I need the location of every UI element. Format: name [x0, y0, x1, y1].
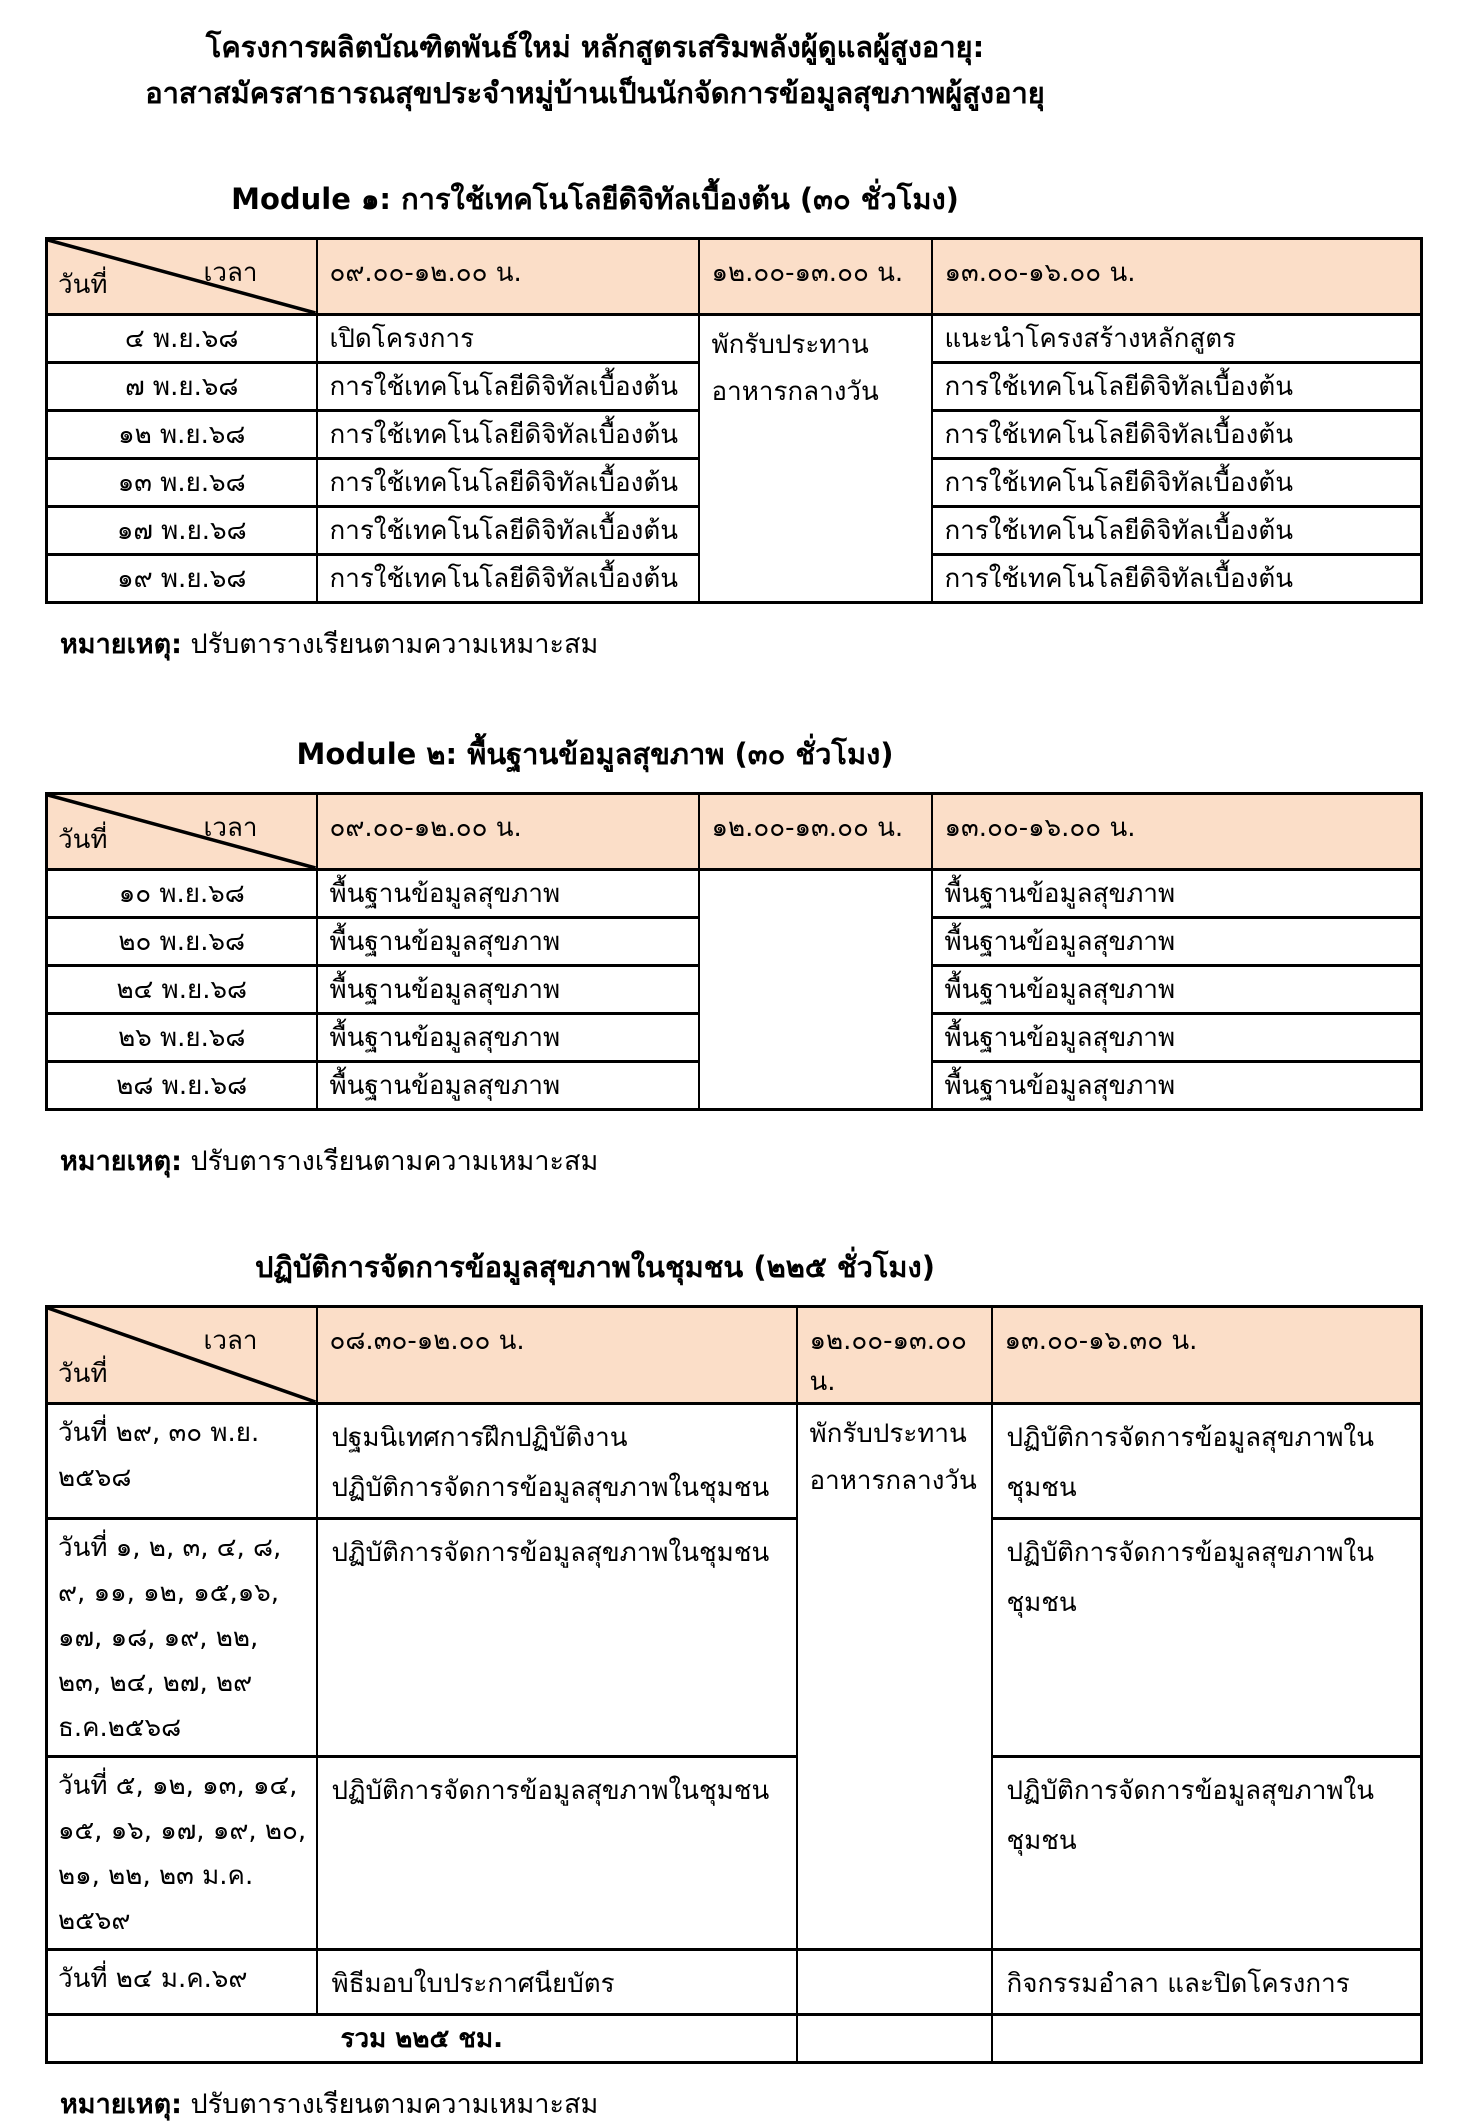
practicum-schedule-table: [45, 1305, 1423, 2064]
activity-cell: ปฏิบัติการจัดการข้อมูลสุขภาพในชุมชน: [317, 1519, 797, 1757]
activity-cell: การใช้เทคโนโลยีดิจิทัลเบื้องต้น: [932, 459, 1422, 507]
date-cell: ๑๗ พ.ย.๖๘: [47, 507, 317, 555]
module1-heading: Module ๑: การใช้เทคโนโลยีดิจิทัลเบื้องต้น (๓๐ ชั่วโมง): [231, 182, 959, 216]
time-header-cell: ๐๙.๐๐-๑๒.๐๐ น.: [317, 239, 699, 315]
date-cell: ๒๔ พ.ย.๖๘: [47, 966, 317, 1014]
activity-cell: พื้นฐานข้อมูลสุขภาพ: [317, 1062, 699, 1110]
time-header-cell: ๑๓.๐๐-๑๖.๐๐ น.: [932, 239, 1422, 315]
practicum-note: [60, 2082, 1460, 2125]
activity-line-2: ปฏิบัติการจัดการข้อมูลสุขภาพในชุมชน: [331, 1473, 770, 1503]
module2-schedule-table: [45, 792, 1423, 1111]
activity-cell: การใช้เทคโนโลยีดิจิทัลเบื้องต้น: [932, 411, 1422, 459]
activity-cell: การใช้เทคโนโลยีดิจิทัลเบื้องต้น: [317, 411, 699, 459]
time-header-cell: ๑๒.๐๐-๑๓.๐๐ น.: [699, 239, 932, 315]
note-label: หมายเหตุ:: [60, 629, 182, 660]
table-row: [47, 1950, 1422, 2015]
activity-cell: การใช้เทคโนโลยีดิจิทัลเบื้องต้น: [932, 507, 1422, 555]
total-hours-cell: รวม ๒๒๕ ชม.: [47, 2015, 797, 2063]
time-header-cell: ๑๒.๐๐-๑๓.๐๐ น.: [699, 794, 932, 870]
lunch-line-1: พักรับประทาน: [809, 1419, 967, 1449]
note-label: หมายเหตุ:: [60, 2089, 182, 2120]
activity-cell: เปิดโครงการ: [317, 315, 699, 363]
activity-cell: พื้นฐานข้อมูลสุขภาพ: [932, 966, 1422, 1014]
activity-cell: การใช้เทคโนโลยีดิจิทัลเบื้องต้น: [317, 363, 699, 411]
activity-cell: พื้นฐานข้อมูลสุขภาพ: [932, 1062, 1422, 1110]
corner-time-label: เวลา: [203, 813, 258, 843]
activity-cell: การใช้เทคโนโลยีดิจิทัลเบื้องต้น: [932, 555, 1422, 603]
empty-cell: [797, 2015, 992, 2063]
note-text: ปรับตารางเรียนตามความเหมาะสม: [190, 629, 599, 660]
time-header-cell: ๐๙.๐๐-๑๒.๐๐ น.: [317, 794, 699, 870]
activity-cell: ปฏิบัติการจัดการข้อมูลสุขภาพในชุมชน: [317, 1757, 797, 1950]
module2-header-row: [47, 794, 1422, 870]
module2-note: [60, 1139, 1460, 1182]
activity-cell: พื้นฐานข้อมูลสุขภาพ: [932, 918, 1422, 966]
date-cell: ๑๙ พ.ย.๖๘: [47, 555, 317, 603]
time-header-cell: ๑๓.๐๐-๑๖.๓๐ น.: [992, 1307, 1422, 1404]
activity-cell: [317, 1404, 797, 1519]
date-cell: วันที่ ๒๙, ๓๐ พ.ย. ๒๕๖๘: [47, 1404, 317, 1519]
practicum-header-row: [47, 1307, 1422, 1404]
lunch-cell-empty: [797, 1950, 992, 2015]
activity-cell: กิจกรรมอำลา และปิดโครงการ: [992, 1950, 1422, 2015]
date-cell: ๒๖ พ.ย.๖๘: [47, 1014, 317, 1062]
activity-cell: พื้นฐานข้อมูลสุขภาพ: [317, 966, 699, 1014]
activity-cell: พื้นฐานข้อมูลสุขภาพ: [317, 918, 699, 966]
table-row: [47, 870, 1422, 918]
table-row: [47, 1757, 1422, 1950]
activity-cell: การใช้เทคโนโลยีดิจิทัลเบื้องต้น: [317, 555, 699, 603]
table-row: [47, 1404, 1422, 1519]
module1-schedule-table: [45, 237, 1423, 604]
note-label: หมายเหตุ:: [60, 1146, 182, 1177]
activity-cell: พิธีมอบใบประกาศนียบัตร: [317, 1950, 797, 2015]
activity-cell: ปฏิบัติการจัดการข้อมูลสุขภาพในชุมชน: [992, 1757, 1422, 1950]
title-line-1: โครงการผลิตบัณฑิตพันธ์ใหม่ หลักสูตรเสริมพลังผู้ดูแลผู้สูงอายุ:: [205, 30, 985, 64]
date-cell: วันที่ ๕, ๑๒, ๑๓, ๑๔, ๑๕, ๑๖, ๑๗, ๑๙, ๒๐, ๒๑, ๒๒, ๒๓ ม.ค. ๒๕๖๙: [47, 1757, 317, 1950]
corner-date-label: วันที่: [58, 270, 108, 300]
activity-cell: พื้นฐานข้อมูลสุขภาพ: [317, 1014, 699, 1062]
date-cell: ๑๓ พ.ย.๖๘: [47, 459, 317, 507]
date-cell: ๑๒ พ.ย.๖๘: [47, 411, 317, 459]
time-header-cell: ๐๘.๓๐-๑๒.๐๐ น.: [317, 1307, 797, 1404]
empty-cell: [992, 2015, 1422, 2063]
date-cell: ๒๘ พ.ย.๖๘: [47, 1062, 317, 1110]
table-row: [47, 1519, 1422, 1757]
module1-note: [60, 622, 1460, 665]
activity-cell: การใช้เทคโนโลยีดิจิทัลเบื้องต้น: [317, 507, 699, 555]
module1-header-row: [47, 239, 1422, 315]
activity-cell: แนะนำโครงสร้างหลักสูตร: [932, 315, 1422, 363]
activity-cell: การใช้เทคโนโลยีดิจิทัลเบื้องต้น: [932, 363, 1422, 411]
date-cell: วันที่ ๒๔ ม.ค.๖๙: [47, 1950, 317, 2015]
time-header-cell: ๑๒.๐๐-๑๓.๐๐ น.: [797, 1307, 992, 1404]
corner-cell: [47, 239, 317, 315]
lunch-line-1: พักรับประทาน: [711, 330, 869, 360]
activity-line-1: ปฐมนิเทศการฝึกปฏิบัติงาน: [331, 1423, 628, 1453]
date-cell: ๗ พ.ย.๖๘: [47, 363, 317, 411]
activity-cell: การใช้เทคโนโลยีดิจิทัลเบื้องต้น: [317, 459, 699, 507]
date-cell: ๑๐ พ.ย.๖๘: [47, 870, 317, 918]
note-text: ปรับตารางเรียนตามความเหมาะสม: [190, 2089, 599, 2120]
lunch-cell-empty: [699, 870, 932, 1110]
activity-cell: พื้นฐานข้อมูลสุขภาพ: [317, 870, 699, 918]
table-row: [47, 315, 1422, 363]
corner-time-label: เวลา: [203, 1326, 258, 1356]
lunch-line-2: อาหารกลางวัน: [711, 377, 879, 407]
date-cell: ๔ พ.ย.๖๘: [47, 315, 317, 363]
date-cell: ๒๐ พ.ย.๖๘: [47, 918, 317, 966]
date-cell: วันที่ ๑, ๒, ๓, ๔, ๘, ๙, ๑๑, ๑๒, ๑๕,๑๖, ๑๗, ๑๘, ๑๙, ๒๒, ๒๓, ๒๔, ๒๗, ๒๙ ธ.ค.๒๕๖๘: [47, 1519, 317, 1757]
title-line-2: อาสาสมัครสาธารณสุขประจำหมู่บ้านเป็นนักจัดการข้อมูลสุขภาพผู้สูงอายุ: [145, 76, 1045, 110]
corner-time-label: เวลา: [203, 258, 258, 288]
total-row: [47, 2015, 1422, 2063]
activity-cell: พื้นฐานข้อมูลสุขภาพ: [932, 870, 1422, 918]
corner-date-label: วันที่: [58, 1359, 108, 1389]
corner-cell: [47, 794, 317, 870]
lunch-cell: [797, 1404, 992, 1950]
corner-date-label: วันที่: [58, 825, 108, 855]
module2-heading: Module ๒: พื้นฐานข้อมูลสุขภาพ (๓๐ ชั่วโมง): [296, 737, 894, 771]
lunch-cell: [699, 315, 932, 603]
activity-cell: ปฏิบัติการจัดการข้อมูลสุขภาพในชุมชน: [992, 1404, 1422, 1519]
activity-cell: ปฏิบัติการจัดการข้อมูลสุขภาพในชุมชน: [992, 1519, 1422, 1757]
time-header-cell: ๑๓.๐๐-๑๖.๐๐ น.: [932, 794, 1422, 870]
lunch-line-2: อาหารกลางวัน: [809, 1466, 977, 1496]
document-title: [45, 24, 1145, 116]
practicum-heading: ปฏิบัติการจัดการข้อมูลสุขภาพในชุมชน (๒๒๕ ชั่วโมง): [255, 1250, 935, 1284]
corner-cell: [47, 1307, 317, 1404]
note-text: ปรับตารางเรียนตามความเหมาะสม: [190, 1146, 599, 1177]
activity-cell: พื้นฐานข้อมูลสุขภาพ: [932, 1014, 1422, 1062]
